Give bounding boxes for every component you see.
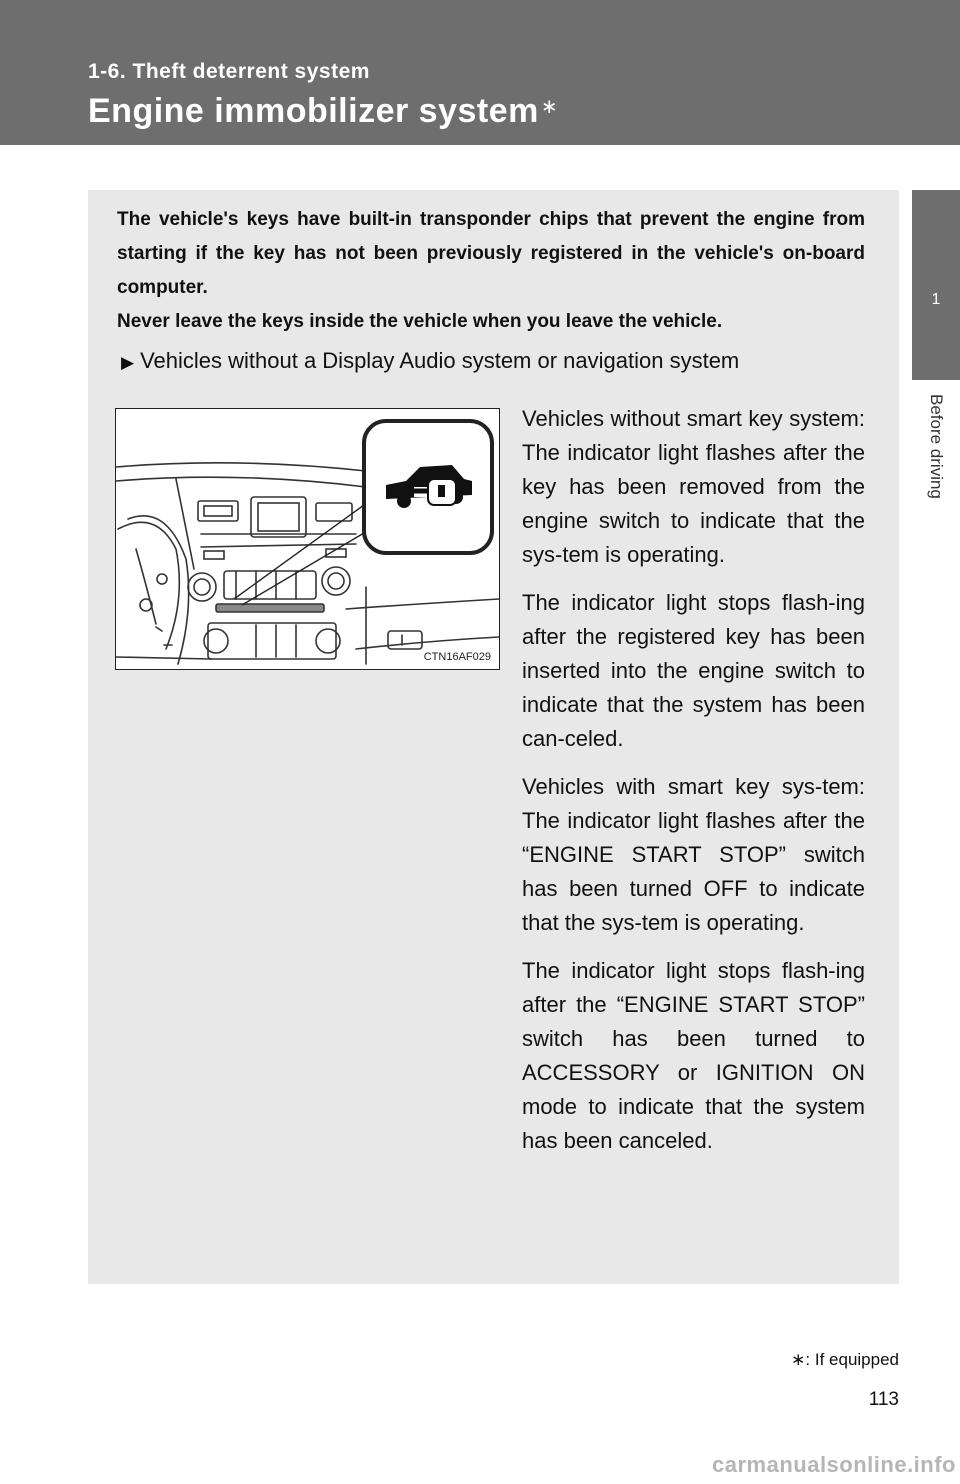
page-header [0,0,960,145]
footnote [791,1350,899,1370]
bullet-text: Vehicles without a Display Audio system or navigation system [140,348,740,373]
page-number: 113 [868,1389,899,1410]
intro-line-2: Never leave the keys inside the vehicle when you leave the vehicle. [117,311,723,332]
dashboard-drawing [116,409,499,669]
page-title [88,92,558,131]
paragraph-4: The indicator light stops flash-ing after the “ENGINE START STOP” switch has been turned to ACCESSORY or IGNITION ON mode to indicate that the system has been canceled. [522,958,865,1153]
section-label: 1-6. Theft deterrent system [88,60,370,83]
footnote-mark: ∗ [791,1350,806,1369]
paragraph-1: Vehicles without smart key system: The indicator light flashes after the key has been removed from the engine switch to indicate that the sys-tem is operating. [522,406,865,567]
if-equipped-mark: ∗ [540,96,559,118]
footnote-text: : If equipped [805,1350,899,1369]
paragraph-2: The indicator light stops flash-ing after the registered key has been inserted into the engine switch to indicate that the system has been can-celed. [522,590,865,751]
description-column [522,402,865,1172]
chapter-label: Before driving [927,394,946,499]
intro-text [117,203,865,339]
chapter-number: 1 [931,291,941,308]
page-title-text: Engine immobilizer system [88,92,539,130]
paragraph-3: Vehicles with smart key sys-tem: The indicator light flashes after the “ENGINE START STOP” switch has been turned OFF to indicate that the sys-tem is operating. [522,774,865,935]
bullet-heading [121,348,739,374]
chapter-tab-label [912,382,960,542]
watermark: carmanualsonline.info [712,1452,956,1477]
intro-line-1: The vehicle's keys have built-in transponder chips that prevent the engine from starting if the key has not been previously registered in the vehicle's on-board computer. [117,209,865,298]
triangle-right-icon: ▶ [121,353,135,372]
dashboard-illustration [115,408,500,670]
figure-code: CTN16AF029 [423,651,491,663]
chapter-tab[interactable] [912,190,960,380]
